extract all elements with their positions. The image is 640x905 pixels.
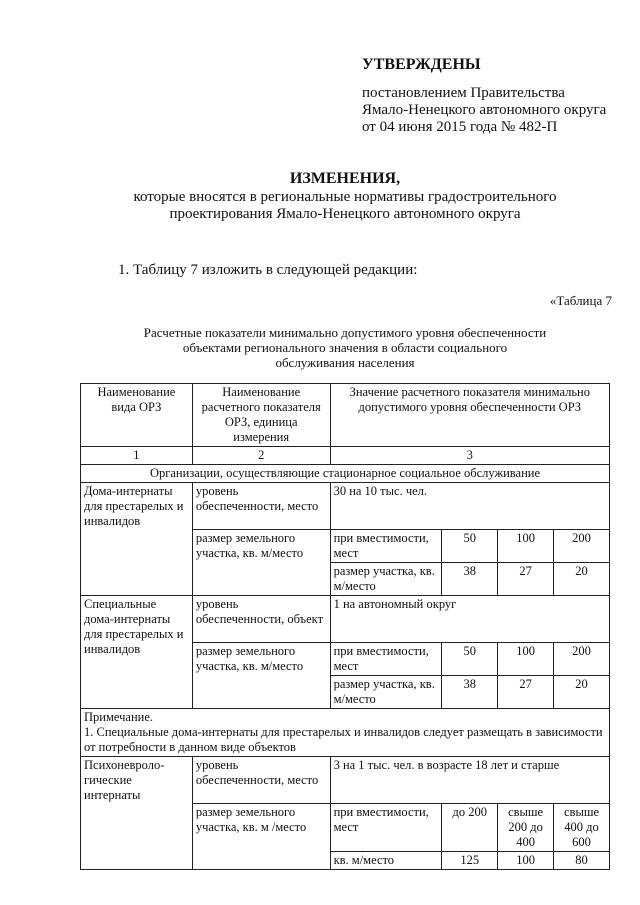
header-cell: Наименование расчетного показателя ОРЗ, единица измерения bbox=[192, 384, 330, 447]
capacity-value: 200 bbox=[554, 530, 610, 563]
approval-line-3: от 04 июня 2015 года № 482-П bbox=[362, 119, 558, 135]
header-cell: Наименование вида ОРЗ bbox=[81, 384, 193, 447]
title-line-1: которые вносятся в региональные нормативы градостроительного bbox=[133, 189, 557, 205]
table-row bbox=[81, 757, 610, 804]
capacity-label: при вместимости, мест bbox=[330, 643, 442, 676]
column-number: 1 bbox=[81, 447, 193, 465]
indicator-label: уровень обеспеченности, место bbox=[192, 757, 330, 804]
size-value: 80 bbox=[554, 852, 610, 870]
object-name: Психоневроло-гические интернаты bbox=[81, 757, 193, 870]
capacity-value: 50 bbox=[442, 643, 498, 676]
approval-block bbox=[362, 56, 632, 136]
capacity-value: до 200 bbox=[442, 804, 498, 852]
size-value: 38 bbox=[442, 563, 498, 596]
size-label: размер участка, кв. м/место bbox=[330, 563, 442, 596]
indicator-label: размер земельного участка, кв. м /место bbox=[192, 804, 330, 870]
table-reference: «Таблица 7 bbox=[549, 293, 612, 308]
indicator-label: уровень обеспеченности, объект bbox=[192, 596, 330, 643]
capacity-value: 100 bbox=[498, 530, 554, 563]
column-number: 3 bbox=[330, 447, 609, 465]
capacity-label: при вместимости, мест bbox=[330, 530, 442, 563]
note-row bbox=[81, 709, 610, 757]
size-value: 27 bbox=[498, 676, 554, 709]
table-header-row bbox=[81, 384, 610, 447]
caption-line-2: объектами регионального значения в области социального bbox=[182, 340, 508, 355]
indicator-value: 1 на автономный округ bbox=[330, 596, 609, 643]
capacity-label: при вместимости, мест bbox=[330, 804, 442, 852]
size-value: 27 bbox=[498, 563, 554, 596]
size-value: 20 bbox=[554, 563, 610, 596]
size-value: 100 bbox=[498, 852, 554, 870]
item-1-text: 1. Таблицу 7 изложить в следующей редакции: bbox=[118, 262, 418, 278]
title-main: ИЗМЕНЕНИЯ, bbox=[289, 170, 401, 187]
table-row bbox=[81, 596, 610, 643]
column-number: 2 bbox=[192, 447, 330, 465]
caption-line-1: Расчетные показатели минимально допустимого уровня обеспеченности bbox=[143, 325, 547, 340]
header-cell: Значение расчетного показателя минимально допустимого уровня обеспеченности ОРЗ bbox=[330, 384, 609, 447]
approval-line-2: Ямало-Ненецкого автономного округа bbox=[362, 102, 607, 118]
table-row bbox=[81, 483, 610, 530]
note-text: 1. Специальные дома-интернаты для престарелых и инвалидов следует размещать в зависимости от потребности в данном виде объектов bbox=[84, 725, 603, 754]
size-value: 125 bbox=[442, 852, 498, 870]
indicator-value: 30 на 10 тыс. чел. bbox=[330, 483, 609, 530]
document-title bbox=[80, 170, 610, 223]
indicator-label: размер земельного участка, кв. м/место bbox=[192, 643, 330, 709]
object-name: Специальные дома-интернаты для престарелых и инвалидов bbox=[81, 596, 193, 709]
caption-line-3: обслуживания населения bbox=[275, 355, 415, 370]
capacity-value: 200 bbox=[554, 643, 610, 676]
size-value: 38 bbox=[442, 676, 498, 709]
capacity-value: свыше 400 до 600 bbox=[554, 804, 610, 852]
indicator-label: размер земельного участка, кв. м/место bbox=[192, 530, 330, 596]
size-value: 20 bbox=[554, 676, 610, 709]
approval-heading: УТВЕРЖДЕНЫ bbox=[362, 56, 481, 73]
note-cell bbox=[81, 709, 610, 757]
table-caption bbox=[110, 325, 580, 370]
size-label: размер участка, кв. м/место bbox=[330, 676, 442, 709]
indicator-label: уровень обеспеченности, место bbox=[192, 483, 330, 530]
indicator-value: 3 на 1 тыс. чел. в возрасте 18 лет и старше bbox=[330, 757, 609, 804]
object-name: Дома-интернаты для престарелых и инвалидов bbox=[81, 483, 193, 596]
table-number-row bbox=[81, 447, 610, 465]
section-title: Организации, осуществляющие стационарное социальное обслуживание bbox=[81, 465, 610, 483]
capacity-value: 50 bbox=[442, 530, 498, 563]
title-line-2: проектирования Ямало-Ненецкого автономного округа bbox=[169, 206, 521, 222]
capacity-value: свыше 200 до 400 bbox=[498, 804, 554, 852]
capacity-value: 100 bbox=[498, 643, 554, 676]
approval-line-1: постановлением Правительства bbox=[362, 85, 565, 101]
norms-table bbox=[80, 383, 610, 870]
size-label: кв. м/место bbox=[330, 852, 442, 870]
section-row bbox=[81, 465, 610, 483]
note-heading: Примечание. bbox=[84, 710, 154, 724]
